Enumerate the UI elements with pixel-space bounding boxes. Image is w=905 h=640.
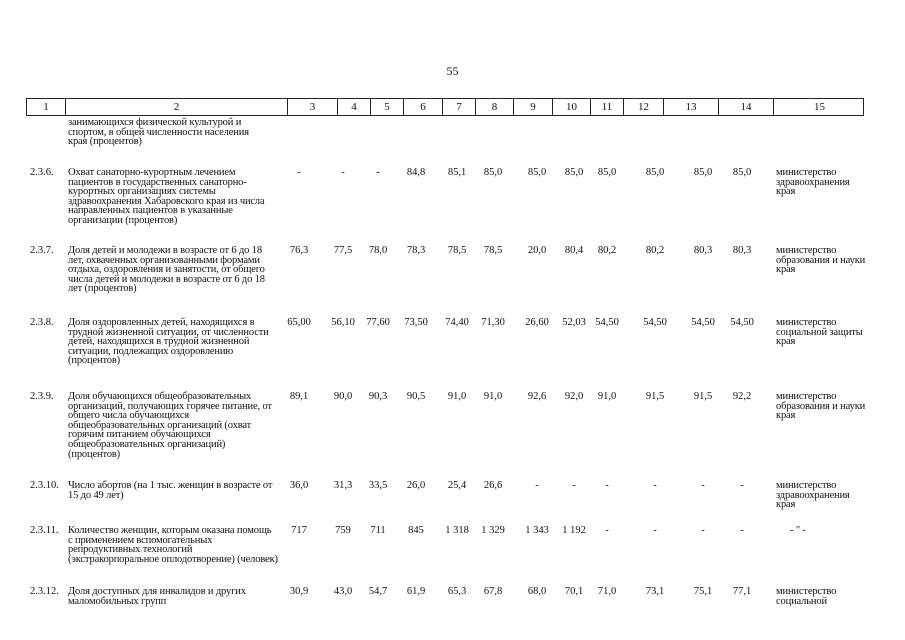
value-cell: 26,0	[406, 480, 426, 491]
value-cell: 68,0	[527, 586, 547, 597]
value-cell: 77,5	[333, 245, 353, 256]
table-header	[26, 98, 864, 116]
value-cell: -	[376, 167, 380, 178]
header-col-4: 4	[337, 99, 370, 115]
value-cell: 80,3	[732, 245, 752, 256]
value-cell: 54,50	[730, 317, 754, 328]
value-cell: 85,0	[564, 167, 584, 178]
value-cell: 61,9	[406, 586, 426, 597]
header-col-12: 12	[623, 99, 663, 115]
value-cell: 91,5	[693, 391, 713, 402]
responsible-body: министерство образования и науки края	[776, 391, 866, 422]
row-id: 2.3.6.	[30, 167, 54, 178]
row-id: 2.3.10.	[30, 480, 59, 491]
row-id: 2.3.12.	[30, 586, 59, 597]
value-cell: 78,5	[447, 245, 467, 256]
value-cell: 91,0	[483, 391, 503, 402]
value-cell: -	[341, 167, 345, 178]
value-cell: 91,5	[645, 391, 665, 402]
responsible-body: министерство социальной	[776, 586, 837, 607]
value-cell: 73,1	[645, 586, 665, 597]
value-cell: 78,5	[483, 245, 503, 256]
value-cell: 91,0	[447, 391, 467, 402]
value-cell: 717	[291, 525, 307, 536]
row-id: 2.3.9.	[30, 391, 54, 402]
value-cell: 85,0	[693, 167, 713, 178]
value-cell: 90,0	[333, 391, 353, 402]
value-cell: 1 329	[481, 525, 505, 536]
value-cell: 92,6	[527, 391, 547, 402]
row-label: Доля детей и молодежи в возрасте от 6 до 18 лет, охваченных организованными формами отдыха, оздоровления и занятости, от общего числа детей и молодежи в возрасте от 6 до 18 лет (процентов)	[68, 245, 265, 295]
row-id: 2.3.8.	[30, 317, 54, 328]
value-cell: -	[701, 480, 705, 491]
header-col-9: 9	[513, 99, 552, 115]
value-cell: 71,0	[597, 586, 617, 597]
value-cell: 78,0	[368, 245, 388, 256]
row-id: 2.3.11.	[30, 525, 59, 536]
value-cell: 31,3	[333, 480, 353, 491]
row-label: Доля обучающихся общеобразовательных организаций, получающих горячее питание, от общего числа обучающихся общеобразовательных организаций (охват горячим питанием обучающихся общеобразовательных организаций) (процентов)	[68, 391, 272, 460]
value-cell: 77,60	[366, 317, 390, 328]
header-col-11: 11	[590, 99, 623, 115]
responsible-body: министерство образования и науки края	[776, 245, 866, 276]
value-cell: 90,3	[368, 391, 388, 402]
value-cell: 89,1	[289, 391, 309, 402]
value-cell: 759	[335, 525, 351, 536]
header-col-6: 6	[403, 99, 442, 115]
value-cell: 54,50	[643, 317, 667, 328]
value-cell: 76,3	[289, 245, 309, 256]
value-cell: 85,0	[527, 167, 547, 178]
value-cell: 85,0	[483, 167, 503, 178]
header-col-10: 10	[552, 99, 590, 115]
value-cell: 26,60	[525, 317, 549, 328]
value-cell: 43,0	[333, 586, 353, 597]
value-cell: 85,1	[447, 167, 467, 178]
header-col-2: 2	[65, 99, 287, 115]
value-cell: 1 343	[525, 525, 549, 536]
continuation-text: занимающихся физической культурой и спортом, в общей численности населения края (процентов)	[68, 117, 249, 148]
value-cell: 1 318	[445, 525, 469, 536]
value-cell: 56,10	[331, 317, 355, 328]
value-cell: 67,8	[483, 586, 503, 597]
header-col-13: 13	[663, 99, 718, 115]
value-cell: -	[740, 480, 744, 491]
header-col-7: 7	[442, 99, 475, 115]
value-cell: 75,1	[693, 586, 713, 597]
header-col-15: 15	[773, 99, 865, 115]
value-cell: 74,40	[445, 317, 469, 328]
value-cell: 80,2	[645, 245, 665, 256]
row-label: Количество женщин, которым оказана помощь с применением вспомогательных репродуктивных технологий (экстракорпоральное оплодотворение) (человек)	[68, 525, 278, 565]
value-cell: -	[605, 525, 609, 536]
value-cell: 25,4	[447, 480, 467, 491]
page-number: 55	[446, 64, 459, 78]
value-cell: 36,0	[289, 480, 309, 491]
value-cell: 33,5	[368, 480, 388, 491]
value-cell: 80,3	[693, 245, 713, 256]
value-cell: 65,3	[447, 586, 467, 597]
row-label: Доля доступных для инвалидов и других маломобильных групп	[68, 586, 246, 607]
value-cell: -	[653, 480, 657, 491]
value-cell: 85,0	[732, 167, 752, 178]
value-cell: 80,2	[597, 245, 617, 256]
header-col-1: 1	[43, 101, 49, 113]
value-cell: 65,00	[287, 317, 311, 328]
value-cell: -	[653, 525, 657, 536]
responsible-body: - " -	[790, 525, 806, 536]
responsible-body: министерство социальной защиты края	[776, 317, 863, 348]
value-cell: 54,50	[691, 317, 715, 328]
value-cell: -	[535, 480, 539, 491]
value-cell: 1 192	[562, 525, 586, 536]
value-cell: 92,2	[732, 391, 752, 402]
value-cell: 91,0	[597, 391, 617, 402]
header-col-5: 5	[370, 99, 403, 115]
value-cell: 54,7	[368, 586, 388, 597]
value-cell: 20,0	[527, 245, 547, 256]
header-col-8: 8	[475, 99, 513, 115]
value-cell: 71,30	[481, 317, 505, 328]
value-cell: 54,50	[595, 317, 619, 328]
value-cell: 26,6	[483, 480, 503, 491]
value-cell: -	[572, 480, 576, 491]
row-id: 2.3.7.	[30, 245, 54, 256]
header-col-14: 14	[718, 99, 773, 115]
value-cell: 30,9	[289, 586, 309, 597]
header-col-3: 3	[287, 99, 337, 115]
value-cell: 845	[408, 525, 424, 536]
row-label: Доля оздоровленных детей, находящихся в трудной жизненной ситуации, от численности детей, находящихся в трудной жизненной ситуации, подлежащих оздоровлению (процентов)	[68, 317, 269, 367]
value-cell: 85,0	[597, 167, 617, 178]
value-cell: -	[605, 480, 609, 491]
value-cell: 92,0	[564, 391, 584, 402]
value-cell: 84,8	[406, 167, 426, 178]
row-label: Охват санаторно-курортным лечением пациентов в государственных санаторно-курортных организациях системы здравоохранения Хабаровского края из числа направленных пациентов в указанные организации (процентов)	[68, 167, 265, 226]
value-cell: 73,50	[404, 317, 428, 328]
value-cell: 80,4	[564, 245, 584, 256]
value-cell: -	[297, 167, 301, 178]
responsible-body: министерство здравоохранения края	[776, 480, 850, 511]
value-cell: 711	[370, 525, 386, 536]
value-cell: 77,1	[732, 586, 752, 597]
value-cell: -	[740, 525, 744, 536]
value-cell: 52,03	[562, 317, 586, 328]
row-label: Число абортов (на 1 тыс. женщин в возрасте от 15 до 49 лет)	[68, 480, 273, 501]
value-cell: 90,5	[406, 391, 426, 402]
value-cell: 78,3	[406, 245, 426, 256]
value-cell: 85,0	[645, 167, 665, 178]
value-cell: 70,1	[564, 586, 584, 597]
value-cell: -	[701, 525, 705, 536]
responsible-body: министерство здравоохранения края	[776, 167, 850, 198]
